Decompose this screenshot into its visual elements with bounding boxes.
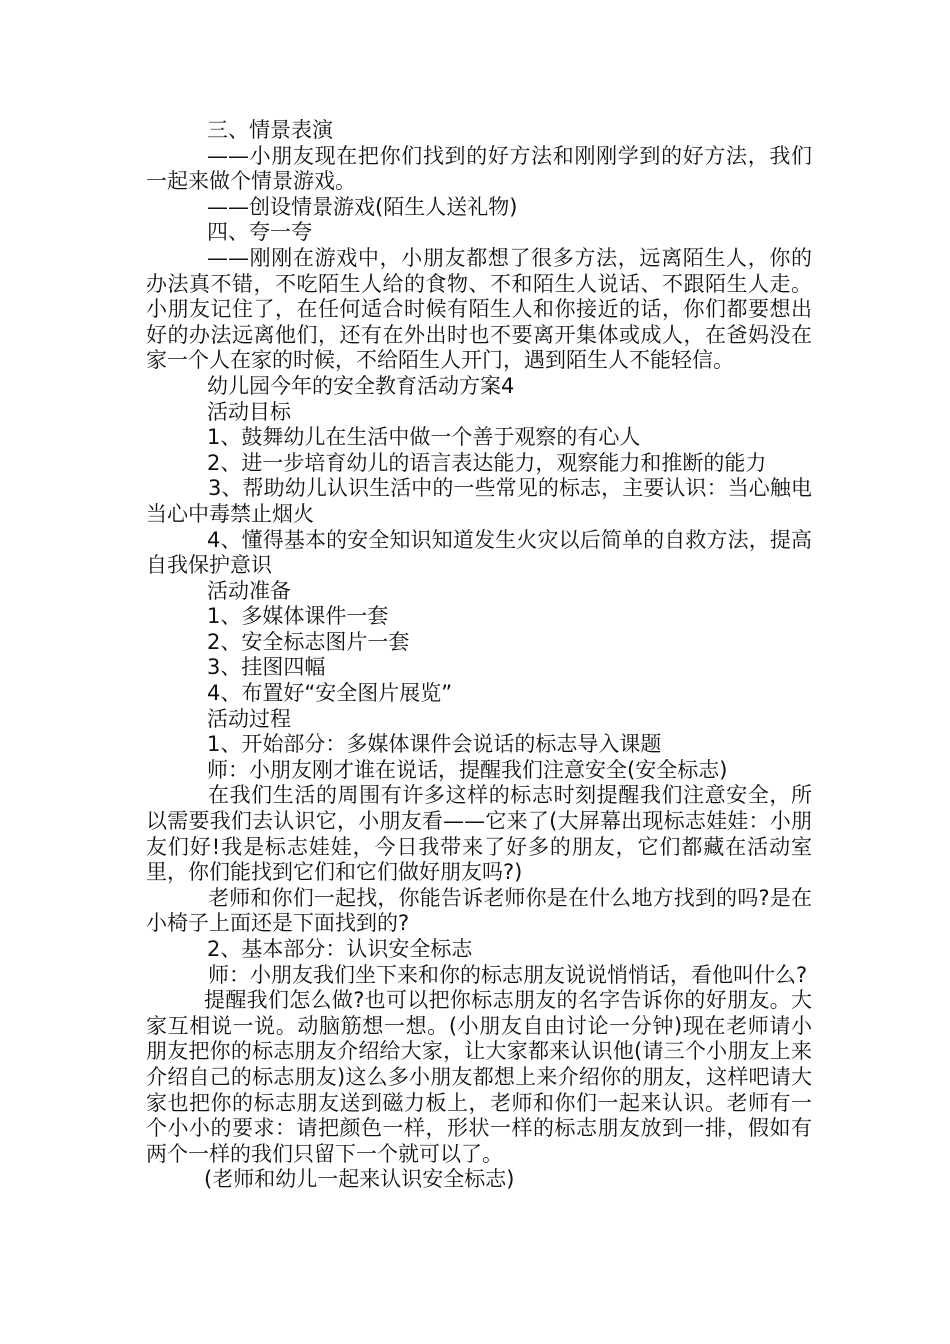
paragraph: 师：小朋友刚才谁在说话，提醒我们注意安全(安全标志) — [207, 757, 728, 782]
paragraph: 提醒我们怎么做?也可以把你标志朋友的名字告诉你的好朋友。大家互相说一说。动脑筋想一想。(小朋友自由讨论一分钟)现在老师请小朋友把你的标志朋友介绍给大家，让大家都来认识他(请三个小朋友上来介绍自己的标志朋友)这么多小朋友都想上来介绍你的朋友，这样吧请大家也把你的标志朋友送到磁力板上，老师和你们一起来认识。老师有一个小小的要求：请把颜色一样，形状一样的标志朋友放到一排，假如有两个一样的我们只留下一个就可以了。 — [146, 988, 812, 1166]
list-item: 2、基本部分：认识安全标志 — [207, 937, 473, 961]
paragraph: ——小朋友现在把你们找到的好方法和刚刚学到的好方法，我们一起来做个情景游戏。 — [146, 143, 812, 194]
paragraph: 在我们生活的周围有许多这样的标志时刻提醒我们注意安全，所以需要我们去认识它，小朋友看——它来了(大屏幕出现标志娃娃：小朋友们好!我是标志娃娃，今日我带来了好多的朋友，它们都藏在活动室里，你们能找到它们和它们做好朋友吗?) — [146, 783, 812, 885]
paragraph: ——创设情景游戏(陌生人送礼物) — [207, 194, 518, 219]
section-heading: 三、情景表演 — [207, 118, 333, 142]
paragraph: ——刚刚在游戏中，小朋友都想了很多方法，远离陌生人，你的办法真不错，不吃陌生人给的食物、不和陌生人说话、不跟陌生人走。小朋友记住了，在任何适合时候有陌生人和你接近的话，你们都要想出好的办法远离他们，还有在外出时也不要离开集体或成人，在爸妈没在家一个人在家的时候，不给陌生人开门，遇到陌生人不能轻信。 — [146, 245, 812, 373]
list-item: 2、进一步培育幼儿的语言表达能力，观察能力和推断的能力 — [207, 450, 767, 475]
list-item: 3、挂图四幅 — [207, 655, 326, 680]
section-heading: 活动过程 — [207, 706, 291, 731]
paragraph: 师：小朋友我们坐下来和你的标志朋友说说悄悄话，看他叫什么? — [208, 962, 808, 987]
section-heading: 四、夸一夸 — [207, 220, 312, 245]
list-item: 1、开始部分：多媒体课件会说话的标志导入课题 — [207, 732, 662, 757]
plan-title: 幼儿园今年的安全教育活动方案4 — [207, 373, 515, 398]
list-item: 2、安全标志图片一套 — [207, 629, 410, 654]
list-item: 4、懂得基本的安全知识知道发生火灾以后简单的自救方法，提高自我保护意识 — [146, 527, 812, 578]
paragraph: (老师和幼儿一起来认识安全标志) — [204, 1167, 515, 1192]
list-item: 1、多媒体课件一套 — [207, 604, 389, 629]
list-item: 3、帮助幼儿认识生活中的一些常见的标志，主要认识：当心触电当心中毒禁止烟火 — [146, 476, 812, 526]
list-item: 4、布置好“安全图片展览” — [207, 681, 453, 706]
list-item: 1、鼓舞幼儿在生活中做一个善于观察的有心人 — [207, 425, 641, 450]
paragraph: 老师和你们一起找，你能告诉老师你是在什么地方找到的吗?是在小椅子上面还是下面找到的? — [146, 885, 812, 936]
section-heading: 活动准备 — [207, 578, 291, 603]
section-heading: 活动目标 — [207, 399, 291, 424]
